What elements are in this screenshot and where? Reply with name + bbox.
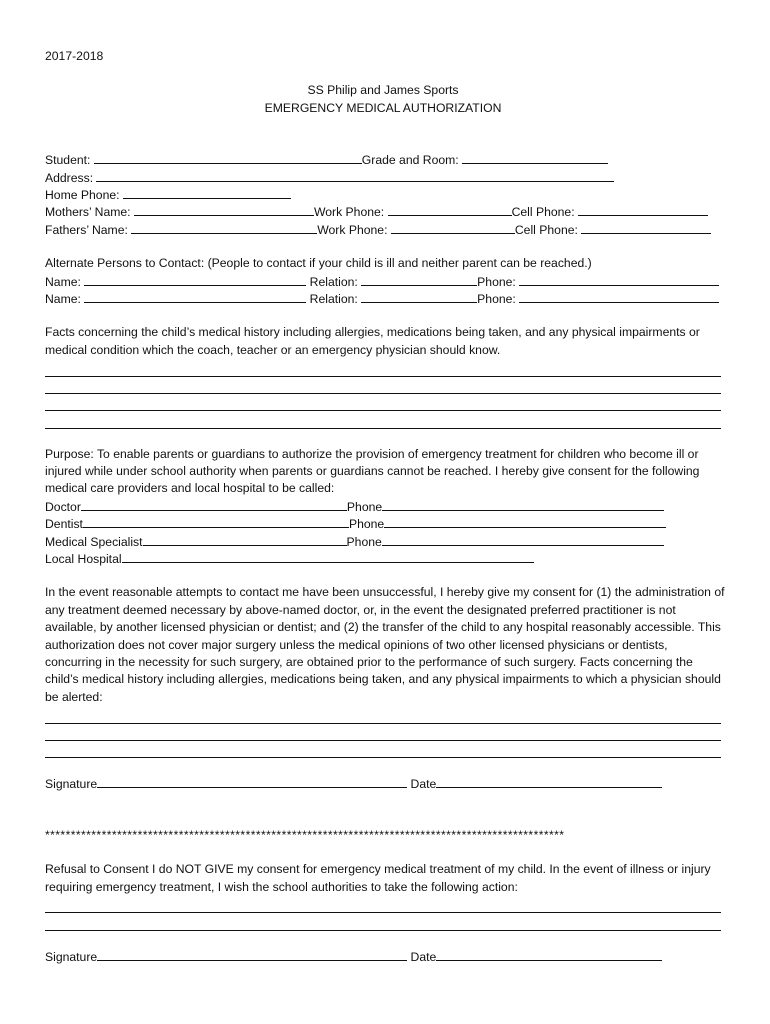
mothers-name-label: Mothers’ Name:	[45, 205, 134, 220]
student-field[interactable]	[94, 151, 362, 164]
alt1-relation-label: Relation:	[306, 274, 362, 289]
mother-cell-phone-label: Cell Phone:	[511, 205, 578, 220]
mother-work-phone-label: Work Phone:	[313, 205, 388, 220]
student-label: Student:	[45, 153, 94, 168]
consent-signature-label: Signature	[45, 777, 98, 792]
facts-text: Facts concerning the child’s medical history including allergies, medications being taken, and any physical impairments or medical condition which the coach, teacher or an emergency physician should know.	[45, 325, 700, 357]
address-row	[45, 169, 725, 186]
form-title: EMERGENCY MEDICAL AUTHORIZATION	[264, 100, 502, 115]
address-field[interactable]	[96, 169, 614, 182]
facts-line-2[interactable]	[45, 377, 721, 394]
consent-signature-field[interactable]	[97, 775, 407, 788]
father-cell-phone-label: Cell Phone:	[514, 222, 582, 237]
form-page	[45, 48, 725, 965]
consent-line-1[interactable]	[45, 706, 721, 723]
alt1-phone-field[interactable]	[519, 273, 719, 286]
alt2-relation-field[interactable]	[361, 290, 477, 303]
father-work-phone-label: Work Phone:	[317, 222, 391, 237]
alternate-intro: Alternate Persons to Contact: (People to contact if your child is ill and neither parent can be reached.)	[45, 256, 592, 271]
alternate-row-1	[45, 273, 725, 290]
consent-date-field[interactable]	[436, 775, 662, 788]
refusal-line-2[interactable]	[45, 913, 721, 930]
specialist-row	[45, 533, 725, 550]
mother-cell-phone-field[interactable]	[578, 203, 708, 216]
hospital-row	[45, 550, 725, 567]
home-phone-row	[45, 186, 725, 203]
doctor-label: Doctor	[45, 499, 81, 514]
refusal-date-label: Date	[407, 949, 437, 964]
dentist-phone-field[interactable]	[384, 515, 666, 528]
refusal-signature-row	[45, 948, 725, 965]
father-cell-phone-field[interactable]	[581, 221, 711, 234]
doctor-field[interactable]	[81, 498, 347, 511]
home-phone-label: Home Phone:	[45, 187, 123, 202]
hospital-label: Local Hospital	[45, 552, 122, 567]
doctor-phone-label: Phone	[346, 499, 383, 514]
alt2-relation-label: Relation:	[306, 291, 362, 306]
consent-line-2[interactable]	[45, 724, 721, 741]
consent-date-label: Date	[407, 777, 437, 792]
section-divider: *****************************************************************************************************	[45, 827, 565, 842]
alt2-name-field[interactable]	[84, 290, 306, 303]
grade-label: Grade and Room:	[361, 153, 463, 168]
refusal-signature-field[interactable]	[97, 948, 407, 961]
dentist-row	[45, 515, 725, 532]
dentist-phone-label: Phone	[348, 517, 385, 532]
hospital-field[interactable]	[122, 550, 534, 563]
father-row	[45, 221, 725, 238]
specialist-phone-field[interactable]	[382, 533, 664, 546]
refusal-signature-label: Signature	[45, 949, 98, 964]
school-year: 2017-2018	[45, 49, 104, 63]
doctor-row	[45, 498, 725, 515]
fathers-name-label: Fathers’ Name:	[45, 222, 132, 237]
dentist-label: Dentist	[45, 517, 83, 532]
specialist-field[interactable]	[143, 533, 347, 546]
dentist-field[interactable]	[83, 515, 349, 528]
consent-signature-row	[45, 775, 725, 792]
specialist-label: Medical Specialist	[45, 534, 143, 549]
mothers-name-field[interactable]	[134, 203, 314, 216]
alt1-phone-label: Phone:	[477, 274, 520, 289]
specialist-phone-label: Phone	[346, 534, 382, 549]
alt2-phone-label: Phone:	[477, 291, 520, 306]
facts-line-4[interactable]	[45, 411, 721, 428]
alt2-phone-field[interactable]	[519, 290, 719, 303]
doctor-phone-field[interactable]	[382, 498, 664, 511]
refusal-date-field[interactable]	[436, 948, 662, 961]
purpose-text: Purpose: To enable parents or guardians to authorize the provision of emergency treatment for children who become ill or injured while under school authority when parents or guardians cannot be reached. I hereby give consent for the following medical care providers and local hospital to be called:	[45, 446, 700, 496]
facts-line-3[interactable]	[45, 394, 721, 411]
father-work-phone-field[interactable]	[391, 221, 515, 234]
fathers-name-field[interactable]	[131, 221, 317, 234]
alt1-name-label: Name:	[45, 274, 85, 289]
address-label: Address:	[45, 170, 97, 185]
alt1-relation-field[interactable]	[361, 273, 477, 286]
refusal-line-1[interactable]	[45, 896, 721, 913]
mother-row	[45, 203, 725, 220]
consent-text: In the event reasonable attempts to contact me have been unsuccessful, I hereby give my consent for (1) the administration of any treatment deemed necessary by above-named doctor, or, in the event the designated preferred practitioner is not available, by another licensed physician or dentist; and (2) the transfer of the child to any hospital reasonably accessible. This authorization does not cover major surgery unless the medical opinions of two other licensed physicians or dentists, concurring in the necessity for such surgery, are obtained prior to the performance of such surgery. Facts concerning the child’s medical history including allergies, medications being taken, and any physical impairments to which a physician should be alerted:	[45, 585, 725, 704]
facts-line-1[interactable]	[45, 359, 721, 376]
alt2-name-label: Name:	[45, 291, 85, 306]
home-phone-field[interactable]	[123, 186, 291, 199]
consent-line-3[interactable]	[45, 741, 721, 758]
refusal-text: Refusal to Consent I do NOT GIVE my consent for emergency medical treatment of my child. In the event of illness or injury requiring emergency treatment, I wish the school authorities to take the following action:	[45, 862, 711, 894]
alt1-name-field[interactable]	[84, 273, 306, 286]
mother-work-phone-field[interactable]	[388, 203, 512, 216]
student-row	[45, 151, 725, 168]
organization-name: SS Philip and James Sports	[307, 83, 459, 98]
alternate-row-2	[45, 290, 725, 307]
grade-field[interactable]	[462, 151, 608, 164]
